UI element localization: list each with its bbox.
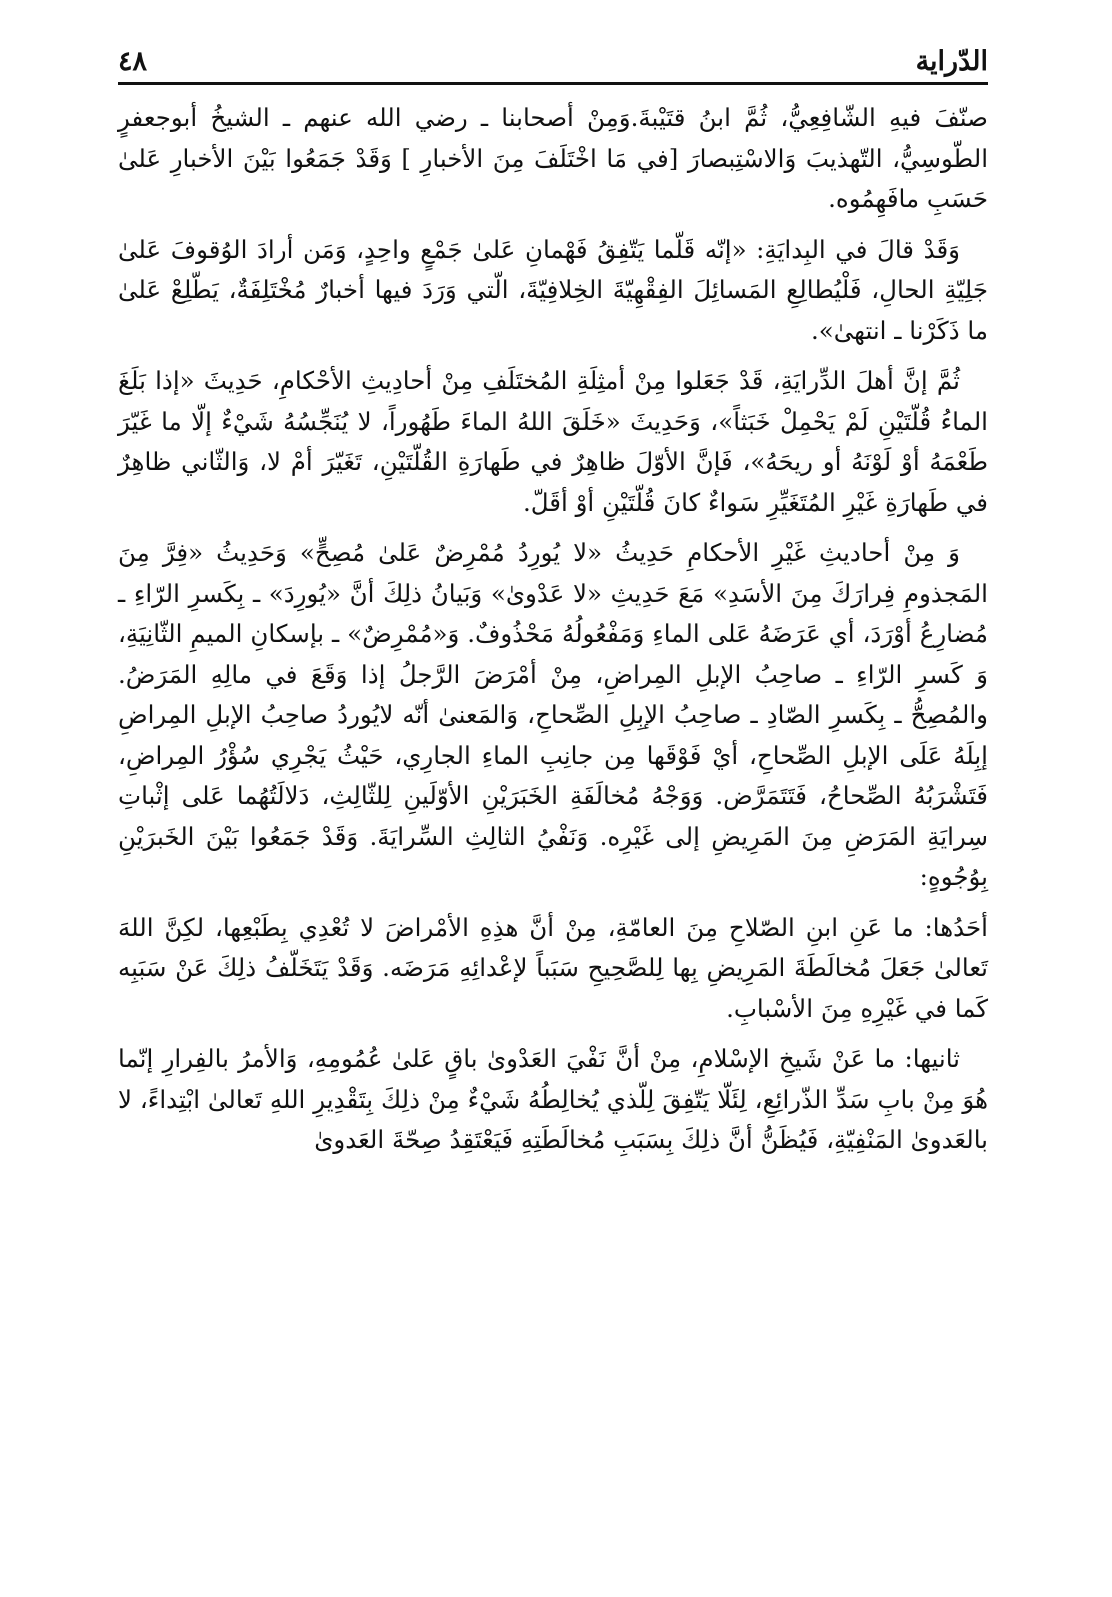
paragraph: وَ مِنْ أحاديثِ غَيْرِ الأحكامِ حَدِيثُ «لا يُورِدُ مُمْرِضٌ عَلىٰ مُصِحٍّ» وَحَدِيثُ «فِرَّ مِنَ المَجذومِ فِرارَكَ مِنَ الأسَدِ» مَعَ حَدِيثِ «لا عَدْوىٰ» وَبَيانُ ذلِكَ أنَّ «يُورِدَ» ـ بِكَسرِ الرّاءِ ـ مُضارِعُ أوْرَدَ، أي عَرَضَهُ عَلى الماءِ وَمَفْعُولُهُ مَحْذُوفٌ. وَ«مُمْرِضٌ» ـ بإسكانِ الميمِ الثّانِيَةِ، وَ كَسرِ الرّاءِ ـ صاحِبُ الإبلِ المِراضِ، مِنْ أمْرَضَ الرَّجلُ إذا وَقَعَ في مالِهِ المَرَضُ. والمُصِحُّ ـ بِكَسرِ الصّادِ ـ صاحِبُ الإبِلِ الصِّحاحِ، وَالمَعنىٰ أنّه لايُوردُ صاحِبُ الإبلِ المِراضِ إبِلَهُ عَلَى الإبلِ الصِّحاحِ، أيْ فَوْقَها مِن جانِبِ الماءِ الجارِي، حَيْثُ يَجْرِي سُؤْرُ المِراضِ، فَتَشْرَبُهُ الصِّحاحُ، فَتَتَمَرَّض. وَوَجْهُ مُخالَفَةِ الخَبَرَيْنِ الأوّلَينِ لِلثّالِثِ، دَلالَتُهُما عَلى إثْباتِ سِرايَةِ المَرَضِ مِنَ المَرِيضِ إلى غَيْرِه. وَنَفْيُ الثالِثِ السِّرايَةَ. وَقَدْ جَمَعُوا بَيْنَ الخَبرَيْنِ بِوُجُوهٍ: — [118, 538, 988, 891]
paragraph: ثانيها: ما عَنْ شَيخِ الإسْلامِ، مِنْ أنَّ نَفْيَ العَدْوىٰ باقٍ عَلىٰ عُمُومِهِ، وَالأمرُ بالفِرارِ إنّما هُوَ مِنْ بابِ سَدِّ الذّرائِعِ، لِئَلّا يَتّفِقَ لِلّذي يُخالِطُهُ شَيْءٌ مِنْ ذلِكَ بِتَقْدِيرِ اللهِ تَعالىٰ ابْتِداءً، لا بالعَدوىٰ المَنْفِيّةِ، فَيُظَنُّ أنَّ ذلِكَ بِسَبَبِ مُخالَطَتِهِ فَيَعْتَقِدُ صِحّةَ العَدوىٰ — [118, 1044, 988, 1154]
running-title: الدّراية — [915, 46, 988, 77]
paragraph: وَقَدْ قالَ في البِدايَةِ: «إنّه قَلّما يَتّفِقُ فَهْمانِ عَلىٰ جَمْعٍ واحِدٍ، وَمَن أرادَ الوُقوفَ عَلىٰ جَلِيّةِ الحالِ، فَلْيُطالِعِ المَسائِلَ الفِقْهِيّةَ الخِلافِيّةَ، الّتي وَرَدَ فيها أخبارٌ مُخْتَلِفَةٌ، يَطّلِعْ عَلىٰ ما ذَكَرْنا ـ انتهىٰ». — [118, 234, 988, 345]
page-number: ٤٨ — [118, 46, 148, 77]
page-body — [118, 98, 988, 1171]
header-rule — [118, 82, 988, 85]
paragraph: ثُمَّ إنَّ أهلَ الدِّرايَةِ، قَدْ جَعَلوا مِنْ أمثِلَةِ المُختَلَفِ مِنْ أحادِيثِ الأحْكامِ، حَدِيثَ «إذا بَلَغَ الماءُ قُلّتَيْنِ لَمْ يَحْمِلْ خَبَثاً»، وَحَدِيثَ «خَلَقَ اللهُ الماءَ طَهُوراً، لا يُنَجِّسُهُ شَيْءٌ إلّا ما غَيّرَ طَعْمَهُ أوْ لَوْنَهُ أو ريحَهُ»، فَإنَّ الأوّلَ ظاهِرٌ في طَهارَةِ القُلّتَيْنِ، تَغَيّرَ أمْ لا، وَالثّاني ظاهِرٌ في طَهارَةِ غَيْرِ المُتَغَيِّرِ سَواءٌ كانَ قُلّتَيْنِ أوْ أقَلّ. — [118, 366, 988, 517]
book-page — [118, 44, 988, 1294]
paragraph: صنّفَ فيهِ الشّافِعِيُّ، ثُمَّ ابنُ قتَيْبةَ.وَمِنْ أصحابنا ـ رضي الله عنهم ـ الشيخُ أبوجعفرٍ الطّوسِيُّ، التّهذيبَ وَالاسْتِبصارَ [في مَا اخْتَلَفَ مِنَ الأخبارِ ] وَقَدْ جَمَعُوا بَيْنَ الأخبارِ عَلىٰ حَسَبِ مافَهِمُوه. — [118, 103, 988, 213]
page-header — [118, 44, 988, 80]
paragraph: أحَدُها: ما عَنِ ابنِ الصّلاحِ مِنَ العامّةِ، مِنْ أنَّ هذِهِ الأمْراضَ لا تُعْدِي بِطَبْعِها، لكِنَّ اللهَ تَعالىٰ جَعَلَ مُخالَطَةَ المَرِيضِ بِها لِلصَّحِيحِ سَبَباً لإعْدائِهِ مَرَضَه. وَقَدْ يَتَخَلّفُ ذلِكَ عَنْ سَبَبِه كَما في غَيْرِهِ مِنَ الأسْبابِ. — [118, 912, 988, 1023]
